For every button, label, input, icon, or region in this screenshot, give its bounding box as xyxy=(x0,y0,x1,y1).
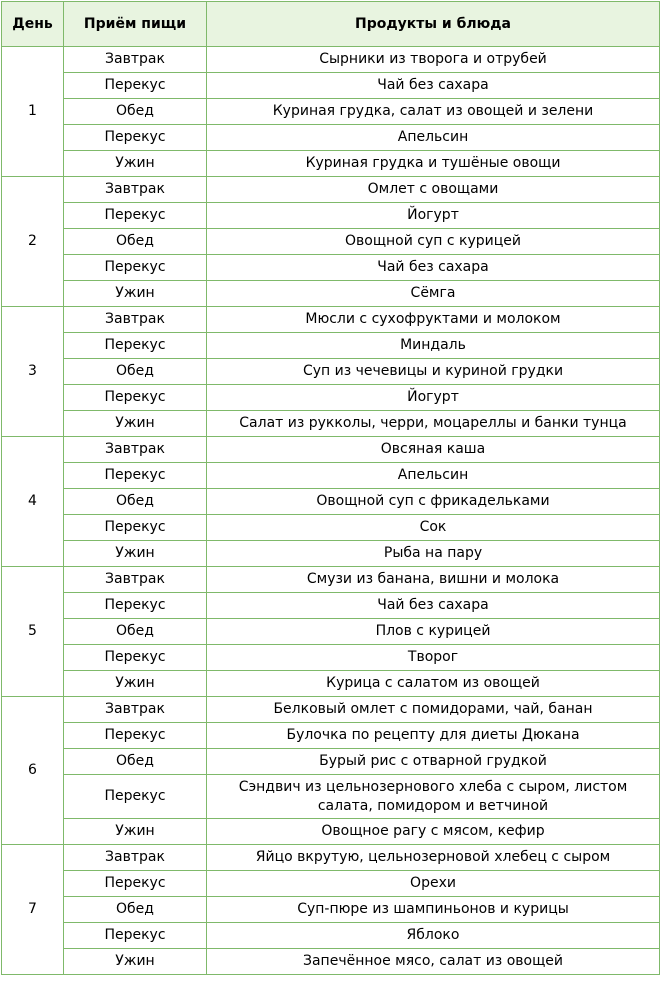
meal-type-cell: Перекус xyxy=(64,463,207,489)
food-cell: Суп из чечевицы и куриной грудки xyxy=(207,359,660,385)
meal-type-cell: Завтрак xyxy=(64,177,207,203)
meal-type-cell: Перекус xyxy=(64,125,207,151)
table-row xyxy=(2,437,660,463)
food-cell: Чай без сахара xyxy=(207,255,660,281)
meal-type-cell: Обед xyxy=(64,489,207,515)
day-number-cell: 4 xyxy=(2,437,64,567)
food-cell: Куриная грудка и тушёные овощи xyxy=(207,151,660,177)
header-row xyxy=(2,2,660,47)
table-row xyxy=(2,229,660,255)
food-cell: Бурый рис с отварной грудкой xyxy=(207,749,660,775)
meal-type-cell: Перекус xyxy=(64,385,207,411)
food-cell: Чай без сахара xyxy=(207,593,660,619)
meal-type-cell: Завтрак xyxy=(64,47,207,73)
meal-type-cell: Обед xyxy=(64,749,207,775)
food-cell: Курица с салатом из овощей xyxy=(207,671,660,697)
meal-type-cell: Ужин xyxy=(64,819,207,845)
meal-type-cell: Ужин xyxy=(64,411,207,437)
header-food: Продукты и блюда xyxy=(207,2,660,47)
table-row xyxy=(2,385,660,411)
meal-type-cell: Завтрак xyxy=(64,845,207,871)
food-cell: Суп-пюре из шампиньонов и курицы xyxy=(207,897,660,923)
table-row xyxy=(2,541,660,567)
table-row xyxy=(2,463,660,489)
food-cell: Сырники из творога и отрубей xyxy=(207,47,660,73)
food-cell: Чай без сахара xyxy=(207,73,660,99)
table-row xyxy=(2,333,660,359)
meal-type-cell: Ужин xyxy=(64,281,207,307)
table-row xyxy=(2,125,660,151)
meal-type-cell: Ужин xyxy=(64,949,207,975)
day-number-cell: 6 xyxy=(2,697,64,845)
meal-type-cell: Перекус xyxy=(64,923,207,949)
table-row xyxy=(2,203,660,229)
table-row xyxy=(2,593,660,619)
food-cell: Белковый омлет с помидорами, чай, банан xyxy=(207,697,660,723)
meal-type-cell: Ужин xyxy=(64,151,207,177)
food-cell: Смузи из банана, вишни и молока xyxy=(207,567,660,593)
meal-type-cell: Обед xyxy=(64,99,207,125)
table-row xyxy=(2,897,660,923)
meal-plan-table xyxy=(1,1,660,975)
food-cell: Куриная грудка, салат из овощей и зелени xyxy=(207,99,660,125)
table-row xyxy=(2,775,660,819)
table-row xyxy=(2,923,660,949)
day-number-cell: 2 xyxy=(2,177,64,307)
table-row xyxy=(2,359,660,385)
table-row xyxy=(2,47,660,73)
meal-type-cell: Перекус xyxy=(64,203,207,229)
table-row xyxy=(2,845,660,871)
food-cell: Рыба на пару xyxy=(207,541,660,567)
table-row xyxy=(2,671,660,697)
meal-type-cell: Перекус xyxy=(64,775,207,819)
food-cell: Творог xyxy=(207,645,660,671)
food-cell: Овсяная каша xyxy=(207,437,660,463)
header-meal: Приём пищи xyxy=(64,2,207,47)
food-cell: Овощной суп с фрикадельками xyxy=(207,489,660,515)
meal-type-cell: Обед xyxy=(64,229,207,255)
meal-type-cell: Завтрак xyxy=(64,437,207,463)
food-cell: Апельсин xyxy=(207,125,660,151)
food-cell: Запечённое мясо, салат из овощей xyxy=(207,949,660,975)
table-row xyxy=(2,99,660,125)
table-row xyxy=(2,567,660,593)
food-cell: Миндаль xyxy=(207,333,660,359)
meal-type-cell: Завтрак xyxy=(64,697,207,723)
food-cell: Сок xyxy=(207,515,660,541)
day-number-cell: 3 xyxy=(2,307,64,437)
food-cell: Апельсин xyxy=(207,463,660,489)
meal-type-cell: Обед xyxy=(64,897,207,923)
meal-type-cell: Ужин xyxy=(64,671,207,697)
meal-type-cell: Перекус xyxy=(64,515,207,541)
meal-type-cell: Завтрак xyxy=(64,307,207,333)
meal-type-cell: Обед xyxy=(64,619,207,645)
food-cell: Сэндвич из цельнозернового хлеба с сыром, листом салата, помидором и ветчиной xyxy=(207,775,660,819)
table-row xyxy=(2,645,660,671)
meal-type-cell: Перекус xyxy=(64,333,207,359)
table-row xyxy=(2,515,660,541)
meal-type-cell: Перекус xyxy=(64,645,207,671)
food-cell: Овощной суп с курицей xyxy=(207,229,660,255)
table-row xyxy=(2,255,660,281)
meal-type-cell: Перекус xyxy=(64,255,207,281)
table-row xyxy=(2,411,660,437)
header-day: День xyxy=(2,2,64,47)
day-number-cell: 5 xyxy=(2,567,64,697)
food-cell: Йогурт xyxy=(207,203,660,229)
table-row xyxy=(2,949,660,975)
meal-type-cell: Завтрак xyxy=(64,567,207,593)
food-cell: Плов с курицей xyxy=(207,619,660,645)
food-cell: Яблоко xyxy=(207,923,660,949)
table-row xyxy=(2,177,660,203)
day-number-cell: 1 xyxy=(2,47,64,177)
meal-type-cell: Ужин xyxy=(64,541,207,567)
food-cell: Сёмга xyxy=(207,281,660,307)
meal-type-cell: Перекус xyxy=(64,723,207,749)
table-row xyxy=(2,697,660,723)
food-cell: Булочка по рецепту для диеты Дюкана xyxy=(207,723,660,749)
food-cell: Йогурт xyxy=(207,385,660,411)
table-row xyxy=(2,619,660,645)
food-cell: Мюсли с сухофруктами и молоком xyxy=(207,307,660,333)
table-row xyxy=(2,723,660,749)
table-row xyxy=(2,489,660,515)
table-row xyxy=(2,819,660,845)
food-cell: Салат из рукколы, черри, моцареллы и банки тунца xyxy=(207,411,660,437)
food-cell: Яйцо вкрутую, цельнозерновой хлебец с сыром xyxy=(207,845,660,871)
food-cell: Орехи xyxy=(207,871,660,897)
table-row xyxy=(2,307,660,333)
meal-type-cell: Обед xyxy=(64,359,207,385)
meal-type-cell: Перекус xyxy=(64,73,207,99)
table-row xyxy=(2,749,660,775)
meal-type-cell: Перекус xyxy=(64,871,207,897)
meal-type-cell: Перекус xyxy=(64,593,207,619)
table-row xyxy=(2,151,660,177)
table-row xyxy=(2,73,660,99)
day-number-cell: 7 xyxy=(2,845,64,975)
table-row xyxy=(2,871,660,897)
food-cell: Овощное рагу с мясом, кефир xyxy=(207,819,660,845)
table-body xyxy=(2,47,660,975)
food-cell: Омлет с овощами xyxy=(207,177,660,203)
table-row xyxy=(2,281,660,307)
